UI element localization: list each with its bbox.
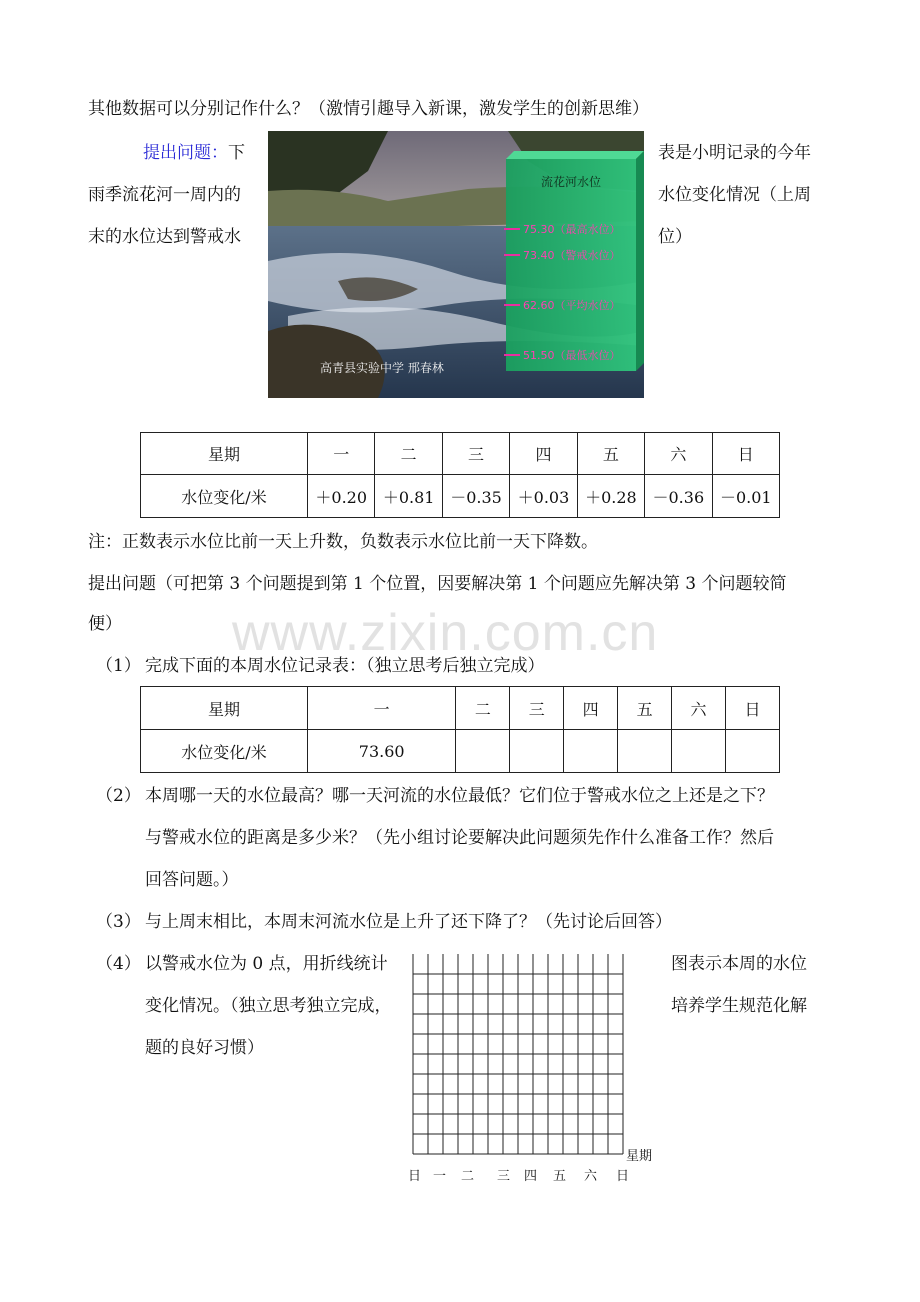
table-cell: 水位变化/米: [141, 475, 308, 518]
q4-line-1-left: 以警戒水位为 0 点，用折线统计: [145, 954, 388, 974]
table-cell: ＋0.81: [375, 475, 442, 518]
table-cell: [725, 730, 779, 773]
q4-line-2-right: 培养学生规范化解: [671, 996, 807, 1016]
x-tick-label: 四: [524, 1169, 538, 1184]
table-cell: ＋0.20: [308, 475, 375, 518]
water-record-table: [140, 686, 780, 773]
table-cell: 五: [618, 687, 672, 730]
photo-credit: 高青县实验中学 邢春林: [320, 361, 444, 375]
table-cell: 73.60: [308, 730, 456, 773]
problem-line-2-right: 水位变化情况（上周: [658, 185, 811, 205]
table-cell: 星期: [141, 433, 308, 475]
q4-line-2-left: 变化情况。（独立思考独立完成，: [145, 996, 392, 1016]
table-cell: [618, 730, 672, 773]
water-change-table: [140, 432, 780, 518]
x-tick-label: 日: [616, 1169, 630, 1184]
table-cell: 四: [564, 687, 618, 730]
gauge-level-highest: 75.30（最高水位）: [523, 223, 621, 236]
intro-line: 其他数据可以分别记作什么？（激情引趣导入新课，激发学生的创新思维）: [88, 99, 649, 119]
q1-number: （1）: [96, 656, 141, 676]
x-tick-label: 六: [584, 1169, 598, 1184]
gauge-level-average: 62.60（平均水位）: [523, 299, 621, 312]
q4-line-1-right: 图表示本周的水位: [671, 954, 807, 974]
blank-chart-grid: [400, 950, 660, 1190]
q4-number: （4）: [96, 954, 141, 974]
table-cell: －0.01: [712, 475, 779, 518]
table-row: [141, 475, 780, 518]
q2-number: （2）: [96, 786, 141, 806]
table-cell: 一: [308, 433, 375, 475]
problem-line-3-left: 末的水位达到警戒水: [88, 227, 241, 247]
table-row: [141, 730, 780, 773]
problem-line-1-right: 表是小明记录的今年: [658, 143, 811, 163]
note-line: 注：正数表示水位比前一天上升数，负数表示水位比前一天下降数。: [88, 532, 598, 552]
table-cell: [510, 730, 564, 773]
q3-number: （3）: [96, 912, 141, 932]
table-cell: 星期: [141, 687, 308, 730]
x-tick-label: 一: [433, 1169, 447, 1184]
watermark: www.zixin.com.cn: [232, 604, 659, 662]
x-tick-label: 二: [461, 1169, 475, 1184]
table-cell: [564, 730, 618, 773]
x-tick-label: 五: [553, 1169, 567, 1184]
table-cell: 五: [577, 433, 644, 475]
q3-text: 与上周末相比，本周末河流水位是上升了还下降了？（先讨论后回答）: [145, 912, 672, 932]
river-scene: [268, 131, 644, 398]
table-cell: [456, 730, 510, 773]
propose-line-1: 提出问题（可把第 3 个问题提到第 1 个位置，因要解决第 1 个问题应先解决第 3 个问题较简: [88, 574, 787, 594]
problem-line-2-left: 雨季流花河一周内的: [88, 185, 241, 205]
table-cell: 三: [510, 687, 564, 730]
table-cell: 日: [712, 433, 779, 475]
problem-line-3-right: 位）: [658, 227, 692, 247]
x-tick-label: 日: [408, 1169, 422, 1184]
table-cell: －0.36: [645, 475, 712, 518]
table-cell: －0.35: [442, 475, 509, 518]
table-cell: 二: [375, 433, 442, 475]
problem-label: 提出问题：: [143, 143, 228, 163]
x-axis-label: 星期: [626, 1149, 653, 1164]
table-cell: 二: [456, 687, 510, 730]
table-header-row: [141, 433, 780, 475]
table-cell: 六: [672, 687, 726, 730]
table-cell: [672, 730, 726, 773]
problem-text: 下: [228, 143, 245, 163]
q2-line-2: 与警戒水位的距离是多少米？（先小组讨论要解决此问题须先作什么准备工作？然后: [145, 828, 774, 848]
table-cell: 四: [510, 433, 577, 475]
table-cell: 水位变化/米: [141, 730, 308, 773]
table-cell: 日: [725, 687, 779, 730]
q2-line-1: 本周哪一天的水位最高？哪一天河流的水位最低？它们位于警戒水位之上还是之下？: [145, 786, 774, 806]
q1-text: 完成下面的本周水位记录表：（独立思考后独立完成）: [145, 656, 545, 676]
gauge-level-lowest: 51.50（最低水位）: [523, 349, 621, 362]
problem-line-1-left: [143, 143, 245, 163]
q2-line-3: 回答问题。）: [145, 870, 239, 890]
table-cell: 一: [308, 687, 456, 730]
table-cell: 六: [645, 433, 712, 475]
table-header-row: [141, 687, 780, 730]
table-cell: ＋0.28: [577, 475, 644, 518]
x-tick-label: 三: [497, 1169, 511, 1184]
propose-line-2: 便）: [88, 614, 122, 634]
river-photo: [268, 131, 644, 398]
table-cell: ＋0.03: [510, 475, 577, 518]
gauge-title: 流花河水位: [540, 175, 602, 189]
gauge-level-warning: 73.40（警戒水位）: [523, 249, 621, 262]
table-cell: 三: [442, 433, 509, 475]
q4-line-3-left: 题的良好习惯）: [145, 1038, 264, 1058]
